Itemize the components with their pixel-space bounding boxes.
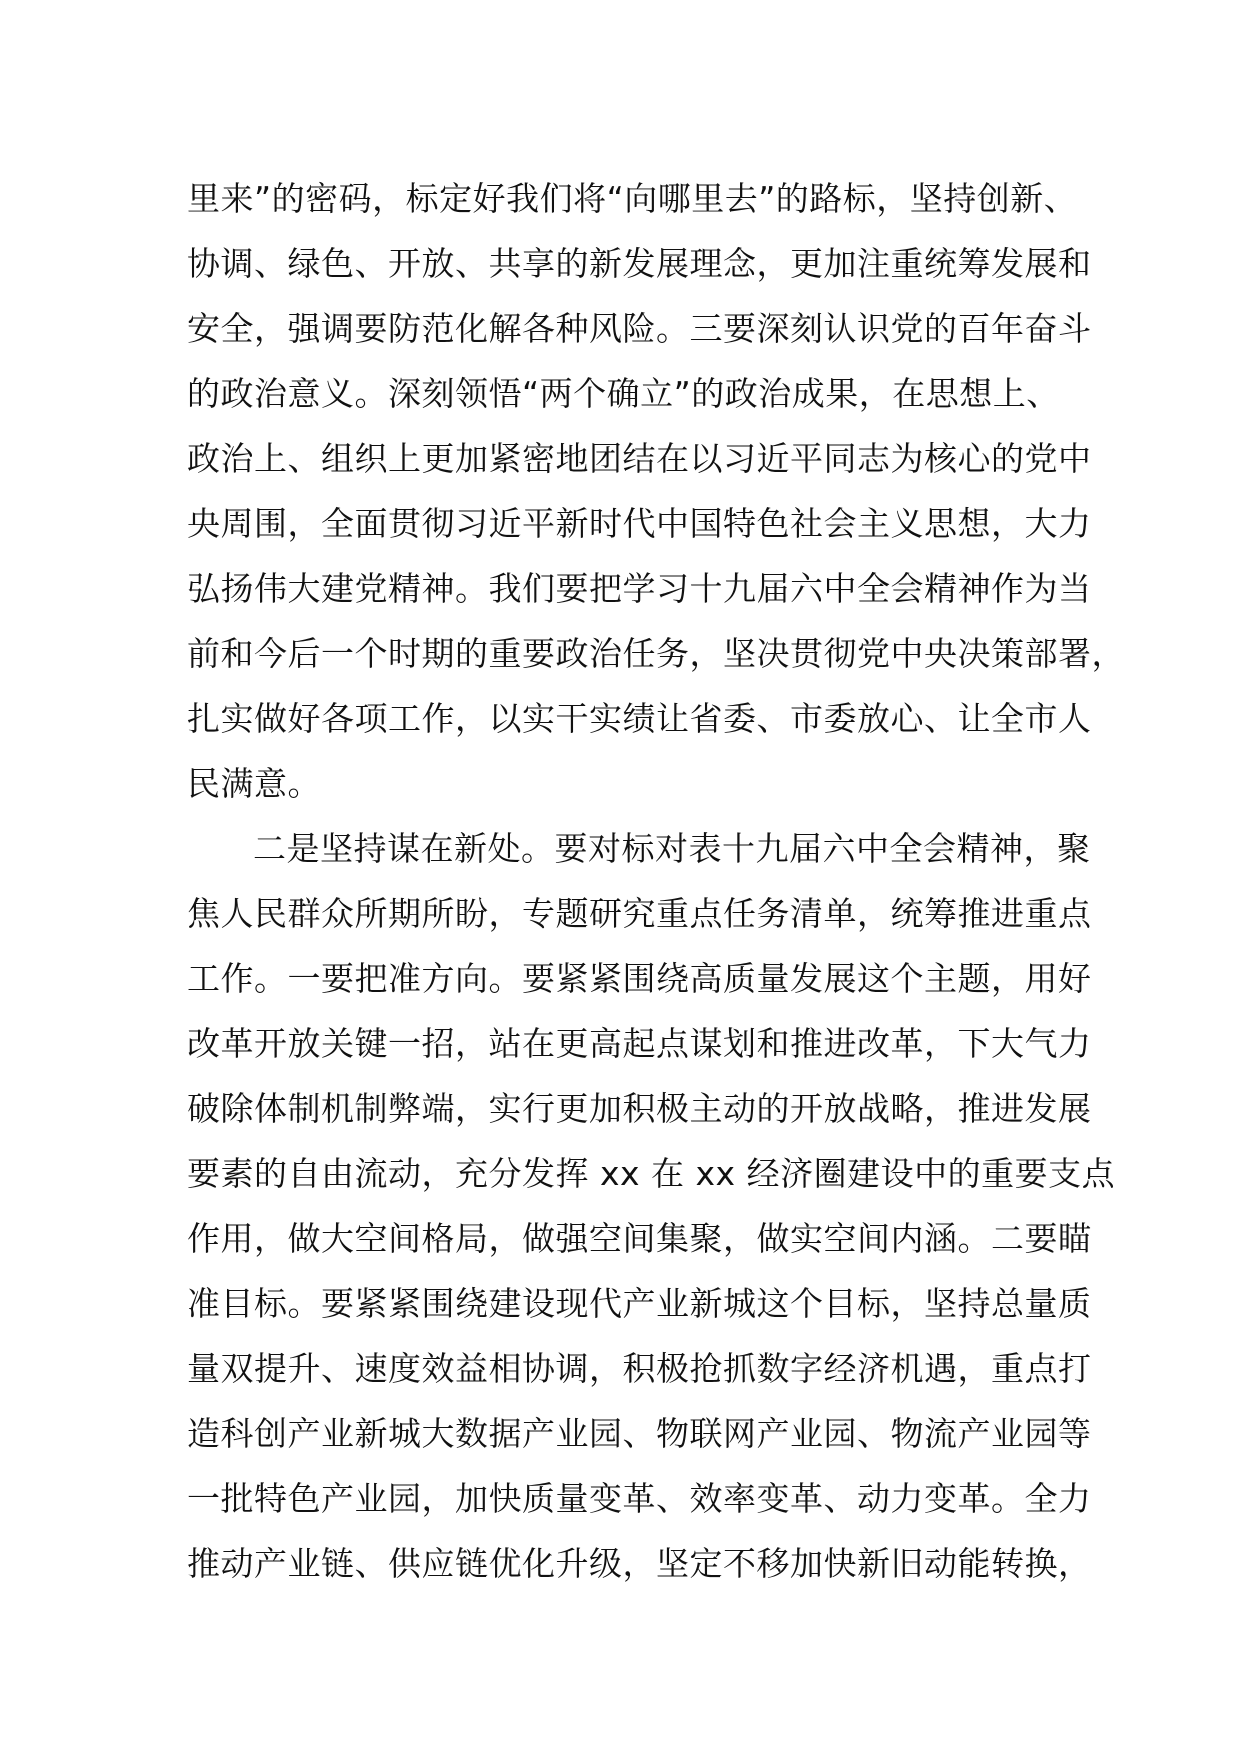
text-line: 前和今后一个时期的重要政治任务，坚决贯彻党中央决策部署，	[187, 634, 1125, 673]
text-line: 焦人民群众所期所盼，专题研究重点任务清单，统筹推进重点	[187, 894, 1092, 933]
text-line: 安全，强调要防范化解各种风险。三要深刻认识党的百年奋斗	[187, 309, 1092, 348]
text-line: 作用，做大空间格局，做强空间集聚，做实空间内涵。二要瞄	[187, 1219, 1092, 1258]
text-line: 工作。一要把准方向。要紧紧围绕高质量发展这个主题，用好	[187, 959, 1092, 998]
text-line: 的政治意义。深刻领悟“两个确立”的政治成果，在思想上、	[187, 374, 1060, 413]
text-line: 一批特色产业园，加快质量变革、效率变革、动力变革。全力	[187, 1479, 1092, 1518]
body-text	[187, 166, 1125, 1596]
text-line: 要素的自由流动，充分发挥 xx 在 xx 经济圈建设中的重要支点	[187, 1154, 1116, 1193]
text-line: 推动产业链、供应链优化升级，坚定不移加快新旧动能转换，	[187, 1544, 1092, 1583]
paragraph-start-line: 二是坚持谋在新处。要对标对表十九届六中全会精神，聚	[253, 829, 1091, 868]
text-line: 里来”的密码，标定好我们将“向哪里去”的路标，坚持创新、	[187, 179, 1078, 218]
text-line: 政治上、组织上更加紧密地团结在以习近平同志为核心的党中	[187, 439, 1092, 478]
text-line: 破除体制机制弊端，实行更加积极主动的开放战略，推进发展	[187, 1089, 1092, 1128]
text-line: 量双提升、速度效益相协调，积极抢抓数字经济机遇，重点打	[187, 1349, 1092, 1388]
text-line: 弘扬伟大建党精神。我们要把学习十九届六中全会精神作为当	[187, 569, 1092, 608]
text-line: 造科创产业新城大数据产业园、物联网产业园、物流产业园等	[187, 1414, 1092, 1453]
text-line: 改革开放关键一招，站在更高起点谋划和推进改革，下大气力	[187, 1024, 1092, 1063]
text-line: 扎实做好各项工作，以实干实绩让省委、市委放心、让全市人	[187, 699, 1092, 738]
text-line: 民满意。	[187, 764, 321, 803]
text-line: 协调、绿色、开放、共享的新发展理念，更加注重统筹发展和	[187, 244, 1092, 283]
text-line: 准目标。要紧紧围绕建设现代产业新城这个目标，坚持总量质	[187, 1284, 1092, 1323]
text-line: 央周围，全面贯彻习近平新时代中国特色社会主义思想，大力	[187, 504, 1092, 543]
